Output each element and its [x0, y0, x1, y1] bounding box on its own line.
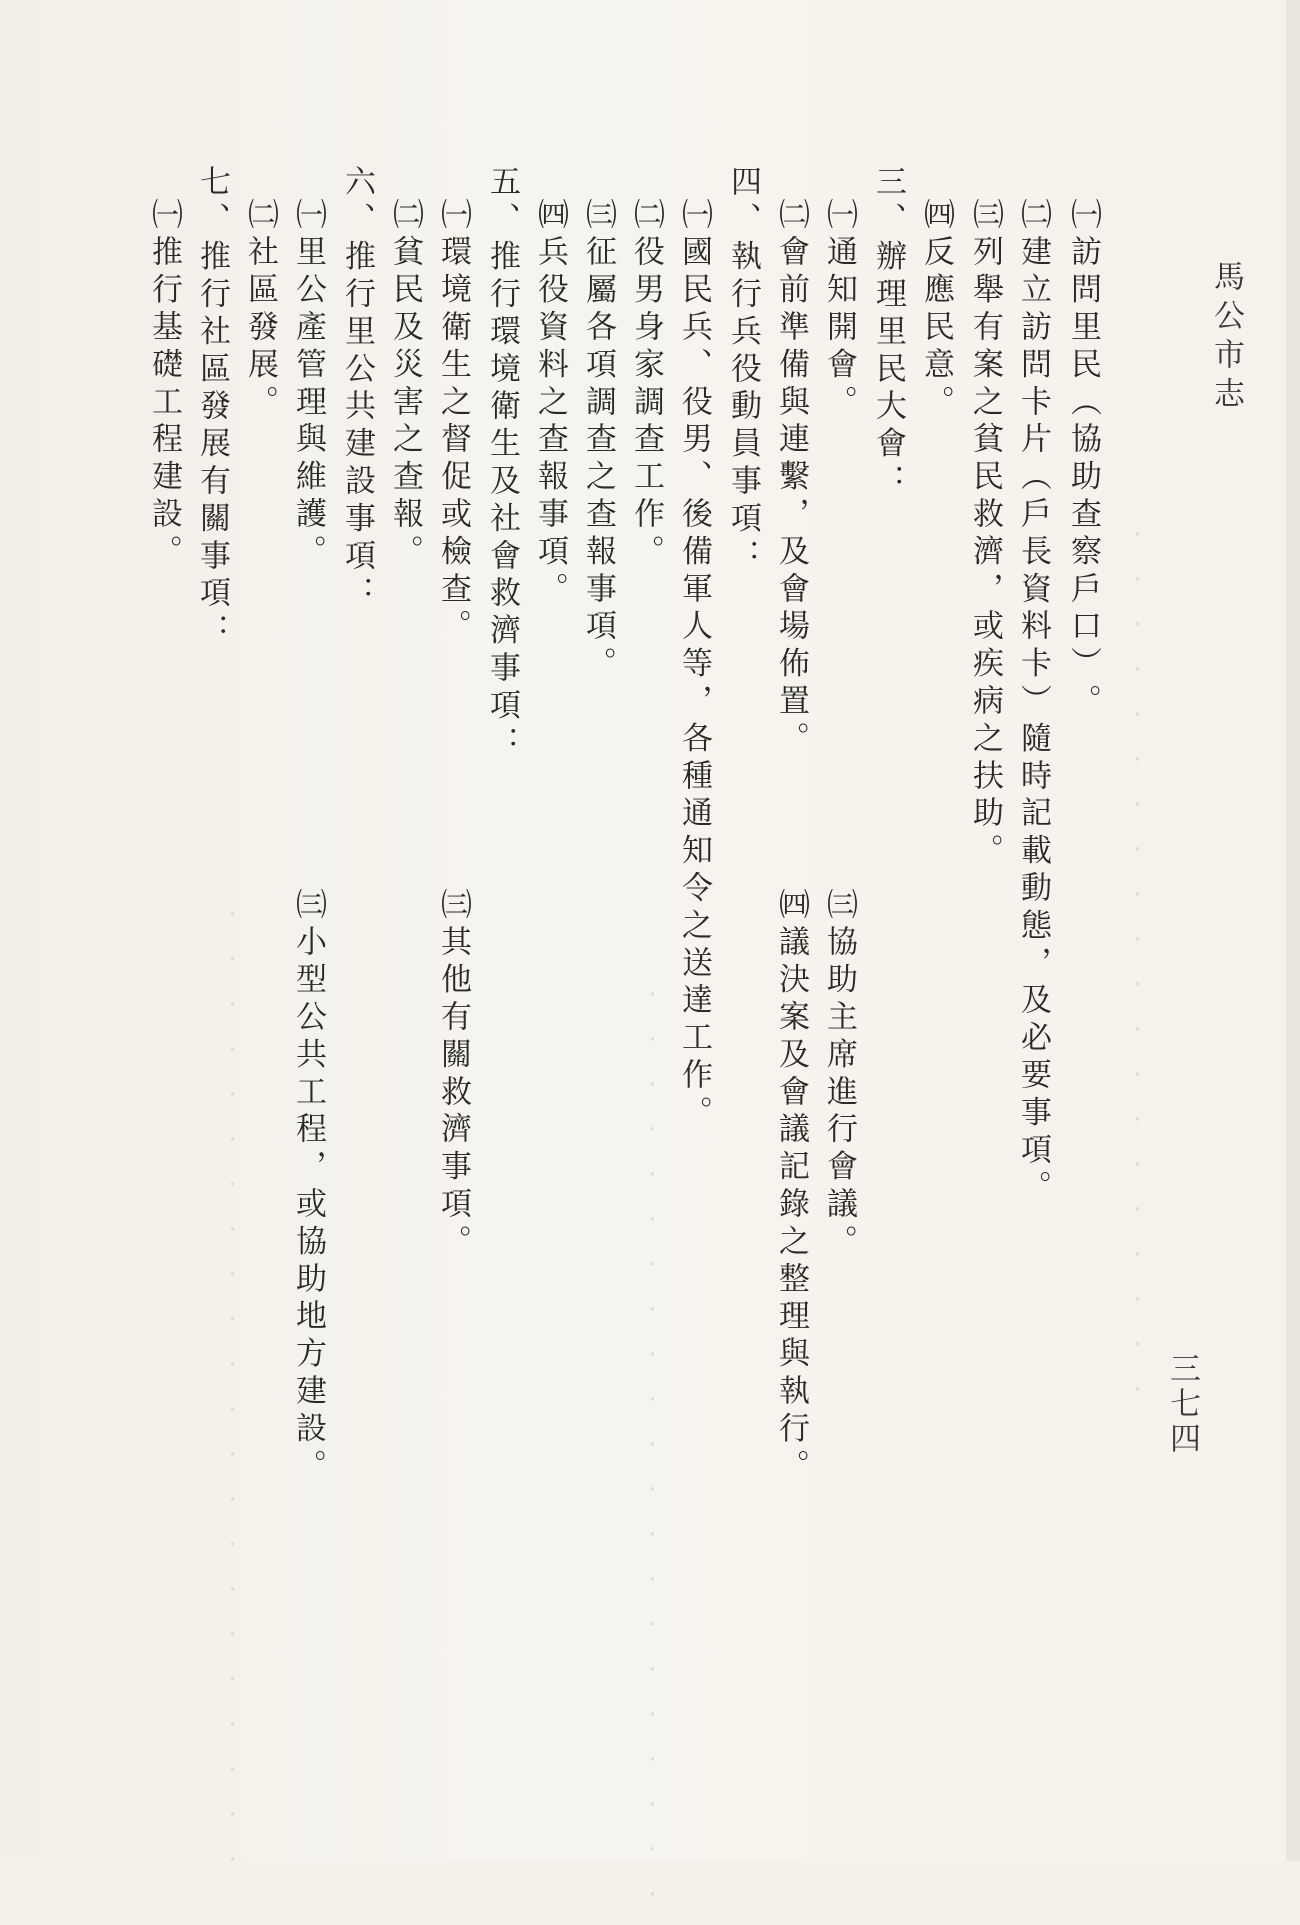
text-column: ㈢協助主席進行會議。	[821, 888, 857, 1262]
text-column: ㈠訪問里民︵協助查察戶口︶。	[1065, 198, 1101, 722]
text-column: ㈢征屬各項調查之查報事項。	[580, 198, 616, 685]
text-column: ㈡建立訪問卡片︵戶長資料卡︶隨時記載動態，及必要事項。	[1015, 198, 1051, 1208]
text-column: ㈢列舉有案之貧民救濟，或疾病之扶助。	[967, 198, 1003, 872]
text-column: ㈠里公產管理與維護。	[290, 198, 326, 572]
text-column: ㈠國民兵、役男、後備軍人等，各種通知令之送達工作。	[676, 198, 712, 1133]
section-heading: 六、推行里公共建設事項：	[339, 165, 375, 614]
text-column: ㈠通知開會。	[821, 198, 857, 423]
text-column: ㈡貧民及災害之查報。	[387, 198, 423, 572]
page-number: 三七四	[1164, 1352, 1200, 1457]
book-title: 馬公市志	[1208, 260, 1244, 416]
text-column: ㈣議決案及會議記錄之整理與執行。	[773, 888, 809, 1487]
text-column: ㈢小型公共工程，或協助地方建設。	[290, 888, 326, 1487]
text-column: ㈡會前準備與連繫，及會場佈置。	[773, 198, 809, 759]
text-column: ㈣反應民意。	[918, 198, 954, 423]
section-heading: 三、辦理里民大會：	[870, 165, 906, 502]
section-heading: 五、推行環境衛生及社會救濟事項：	[484, 165, 520, 764]
text-column: ㈡社區發展。	[242, 198, 278, 423]
bleed-through-3: ‧‧‧‧‧‧‧‧‧‧‧‧‧‧‧‧‧‧‧‧‧‧	[218, 900, 247, 1890]
text-column: ㈡役男身家調查工作。	[628, 198, 664, 572]
text-column: ㈣兵役資料之查報事項。	[532, 198, 568, 610]
page-edge	[1286, 0, 1300, 1861]
text-column: ㈠推行基礎工程建設。	[146, 198, 182, 572]
bleed-through-1: ‧‧‧‧‧‧‧‧‧‧‧‧‧‧‧‧‧‧‧‧	[1123, 520, 1152, 1420]
text-column: ㈢其他有關救濟事項。	[435, 888, 471, 1262]
text-column: ㈠環境衛生之督促或檢查。	[435, 198, 471, 647]
section-heading: 七、推行社區發展有關事項：	[194, 165, 230, 652]
section-heading: 四、執行兵役動員事項：	[725, 165, 761, 577]
bleed-through-2: ‧‧‧‧‧‧‧‧‧‧‧‧‧‧‧‧‧‧‧‧‧	[638, 980, 667, 1925]
